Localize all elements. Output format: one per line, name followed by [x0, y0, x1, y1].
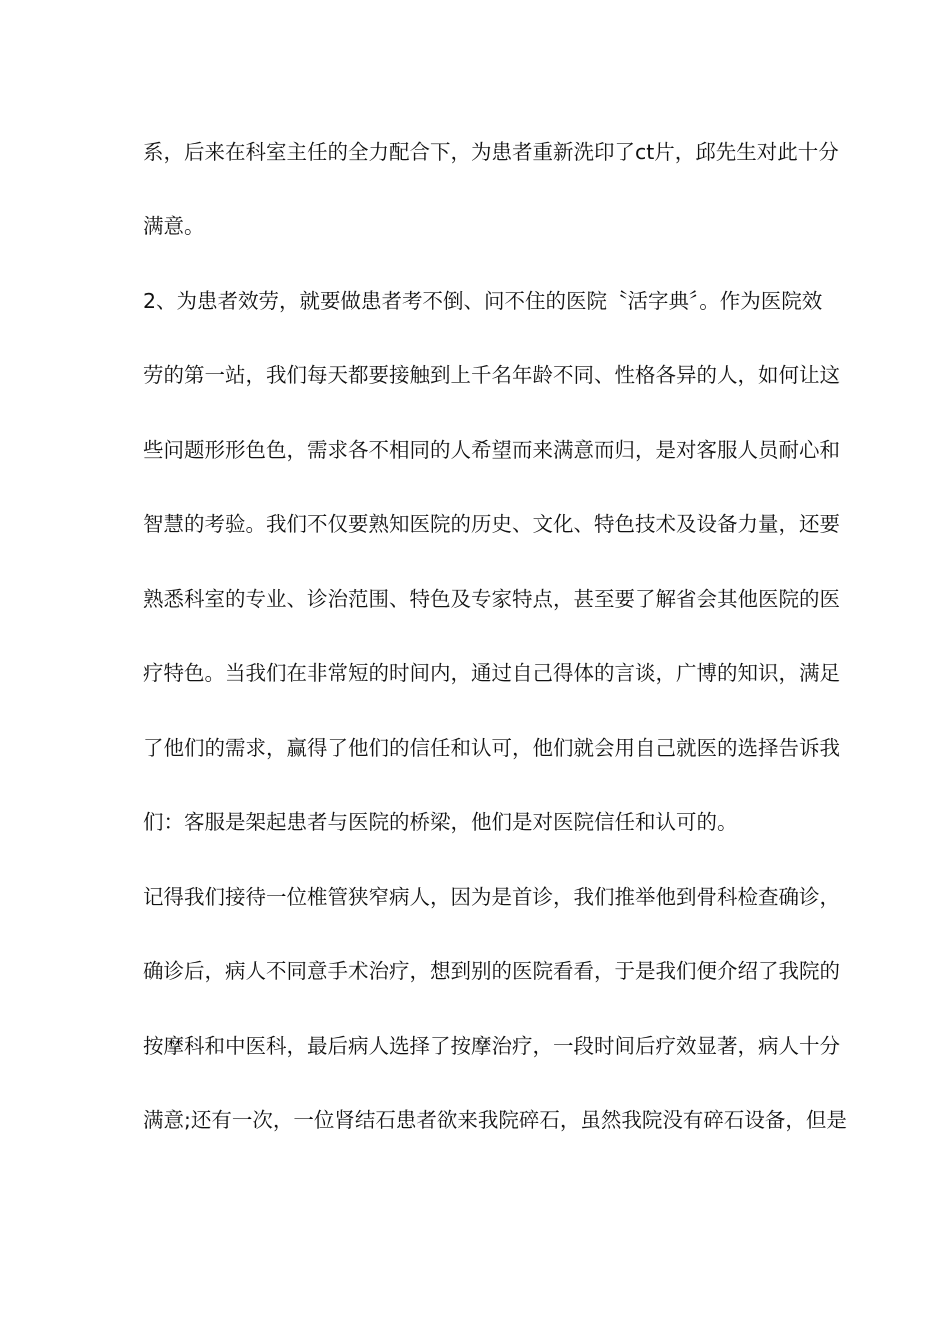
text-line: 熟悉科室的专业、诊治范围、特色及专家特点，甚至要了解省会其他医院的医 — [143, 587, 840, 611]
text-line: 疗特色。当我们在非常短的时间内，通过自己得体的言谈，广博的知识，满足 — [143, 661, 840, 685]
text-line: 2、为患者效劳，就要做患者考不倒、问不住的医院〝活字典〞。作为医院效 — [143, 289, 823, 313]
text-line: 系，后来在科室主任的全力配合下，为患者重新洗印了ct片，邱先生对此十分 — [143, 140, 839, 164]
text-line: 按摩科和中医科，最后病人选择了按摩治疗，一段时间后疗效显著，病人十分 — [143, 1034, 840, 1058]
text-line: 满意。 — [143, 214, 205, 238]
text-line: 满意;还有一次，一位肾结石患者欲来我院碎石，虽然我院没有碎石设备，但是 — [143, 1108, 847, 1132]
text-line: 劳的第一站，我们每天都要接触到上千名年龄不同、性格各异的人，如何让这 — [143, 363, 840, 387]
text-line: 记得我们接待一位椎管狭窄病人，因为是首诊，我们推举他到骨科检查确诊， — [143, 885, 840, 909]
text-line: 些问题形形色色，需求各不相同的人希望而来满意而归，是对客服人员耐心和 — [143, 438, 840, 462]
text-line: 确诊后，病人不同意手术治疗，想到别的医院看看，于是我们便介绍了我院的 — [143, 959, 840, 983]
text-line: 了他们的需求，赢得了他们的信任和认可，他们就会用自己就医的选择告诉我 — [143, 736, 840, 760]
text-line: 智慧的考验。我们不仅要熟知医院的历史、文化、特色技术及设备力量，还要 — [143, 512, 840, 536]
text-line: 们：客服是架起患者与医院的桥梁，他们是对医院信任和认可的。 — [143, 810, 738, 834]
